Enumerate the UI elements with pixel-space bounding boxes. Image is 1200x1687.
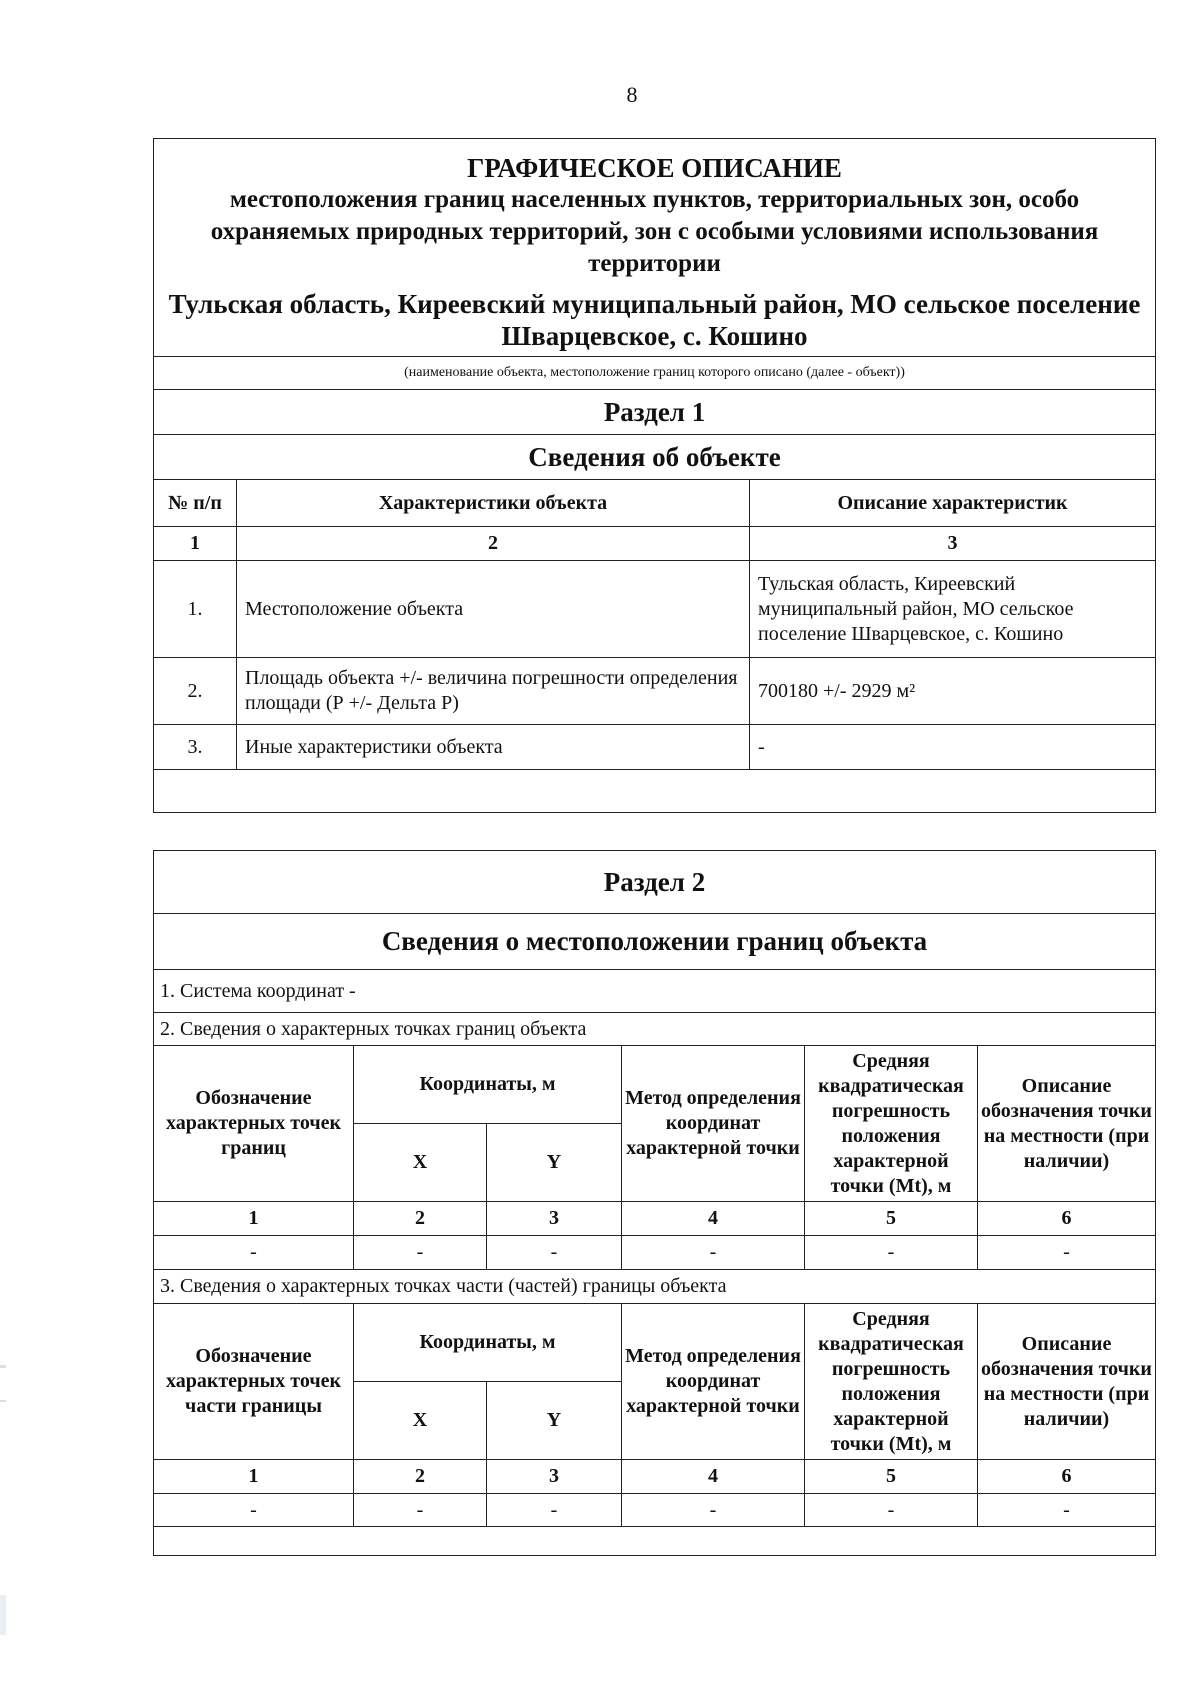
- section1-label: Раздел 1: [154, 390, 1156, 435]
- scan-mark: [0, 1595, 6, 1635]
- parts-col-error: Средняя квадратическая погрешность положения характерной точки (Mt), м: [805, 1304, 978, 1460]
- table-cell: -: [805, 1494, 978, 1527]
- coordinate-system: 1. Система координат -: [154, 970, 1156, 1013]
- parts-heading: 3. Сведения о характерных точках части (частей) границы объекта: [154, 1270, 1156, 1304]
- row-characteristic: Иные характеристики объекта: [237, 725, 750, 770]
- column-number: 3: [487, 1460, 622, 1494]
- object-caption: (наименование объекта, местоположение границ которого описано (далее - объект)): [154, 357, 1156, 390]
- parts-col-coords: Координаты, м: [354, 1304, 622, 1382]
- scan-mark: [0, 1400, 6, 1402]
- column-header-no: № п/п: [154, 480, 237, 527]
- section2-label: Раздел 2: [154, 851, 1156, 914]
- table-row: [154, 725, 1156, 770]
- parts-col-designation: Обозначение характерных точек части границы: [154, 1304, 354, 1460]
- points-col-coords: Координаты, м: [354, 1046, 622, 1124]
- table-cell: -: [354, 1494, 487, 1527]
- column-number: 6: [978, 1202, 1156, 1236]
- document-header: [154, 139, 1156, 357]
- column-number: 5: [805, 1202, 978, 1236]
- section1-table: [153, 138, 1156, 813]
- table-cell: -: [354, 1236, 487, 1270]
- empty-row: [154, 770, 1156, 813]
- row-description: Тульская область, Киреевский муниципальный район, МО сельское поселение Шварцевское, с. Кошино: [750, 561, 1156, 658]
- points-col-designation: Обозначение характерных точек границ: [154, 1046, 354, 1202]
- row-description: -: [750, 725, 1156, 770]
- column-number: 1: [154, 1202, 354, 1236]
- column-header-characteristic: Характеристики объекта: [237, 480, 750, 527]
- table-row: [154, 658, 1156, 725]
- parts-col-y: Y: [487, 1382, 622, 1460]
- table-row: [154, 561, 1156, 658]
- section2-table: [153, 850, 1156, 1556]
- column-header-description: Описание характеристик: [750, 480, 1156, 527]
- parts-col-method: Метод определения координат характерной точки: [622, 1304, 805, 1460]
- row-characteristic: Площадь объекта +/- величина погрешности определения площади (Р +/- Дельта Р): [237, 658, 750, 725]
- document-title: ГРАФИЧЕСКОЕ ОПИСАНИЕ: [467, 152, 842, 183]
- table-cell: -: [487, 1494, 622, 1527]
- scan-mark: [0, 1365, 6, 1368]
- row-number: 2.: [154, 658, 237, 725]
- row-description: 700180 +/- 2929 м²: [750, 658, 1156, 725]
- points-heading: 2. Сведения о характерных точках границ объекта: [154, 1013, 1156, 1046]
- column-number: 6: [978, 1460, 1156, 1494]
- table-cell: -: [487, 1236, 622, 1270]
- column-number: 2: [354, 1460, 487, 1494]
- points-col-description: Описание обозначения точки на местности (при наличии): [978, 1046, 1156, 1202]
- row-characteristic: Местоположение объекта: [237, 561, 750, 658]
- points-col-x: X: [354, 1124, 487, 1202]
- parts-col-x: X: [354, 1382, 487, 1460]
- points-col-method: Метод определения координат характерной точки: [622, 1046, 805, 1202]
- row-number: 3.: [154, 725, 237, 770]
- points-col-error: Средняя квадратическая погрешность положения характерной точки (Mt), м: [805, 1046, 978, 1202]
- empty-row: [154, 1527, 1156, 1556]
- table-cell: -: [978, 1494, 1156, 1527]
- section2-title: Сведения о местоположении границ объекта: [154, 914, 1156, 970]
- table-row: [154, 1494, 1156, 1527]
- table-cell: -: [154, 1236, 354, 1270]
- row-number: 1.: [154, 561, 237, 658]
- column-number: 4: [622, 1202, 805, 1236]
- table-cell: -: [622, 1494, 805, 1527]
- table-cell: -: [622, 1236, 805, 1270]
- column-number: 4: [622, 1460, 805, 1494]
- column-number: 3: [750, 527, 1156, 561]
- column-number: 1: [154, 1460, 354, 1494]
- table-cell: -: [154, 1494, 354, 1527]
- parts-col-description: Описание обозначения точки на местности (при наличии): [978, 1304, 1156, 1460]
- column-number: 3: [487, 1202, 622, 1236]
- table-cell: -: [805, 1236, 978, 1270]
- column-number: 2: [354, 1202, 487, 1236]
- document-subtitle: местоположения границ населенных пунктов, территориальных зон, особо охраняемых природных территорий, зон с особыми условиями использования территории: [210, 185, 1099, 277]
- points-col-y: Y: [487, 1124, 622, 1202]
- page-number: 8: [626, 82, 638, 107]
- object-name: Тульская область, Киреевский муниципальный район, МО сельское поселение Шварцевское, с. Кошино: [168, 288, 1141, 351]
- table-cell: -: [978, 1236, 1156, 1270]
- table-row: [154, 1236, 1156, 1270]
- column-number: 1: [154, 527, 237, 561]
- section1-title: Сведения об объекте: [154, 435, 1156, 480]
- column-number: 2: [237, 527, 750, 561]
- column-number: 5: [805, 1460, 978, 1494]
